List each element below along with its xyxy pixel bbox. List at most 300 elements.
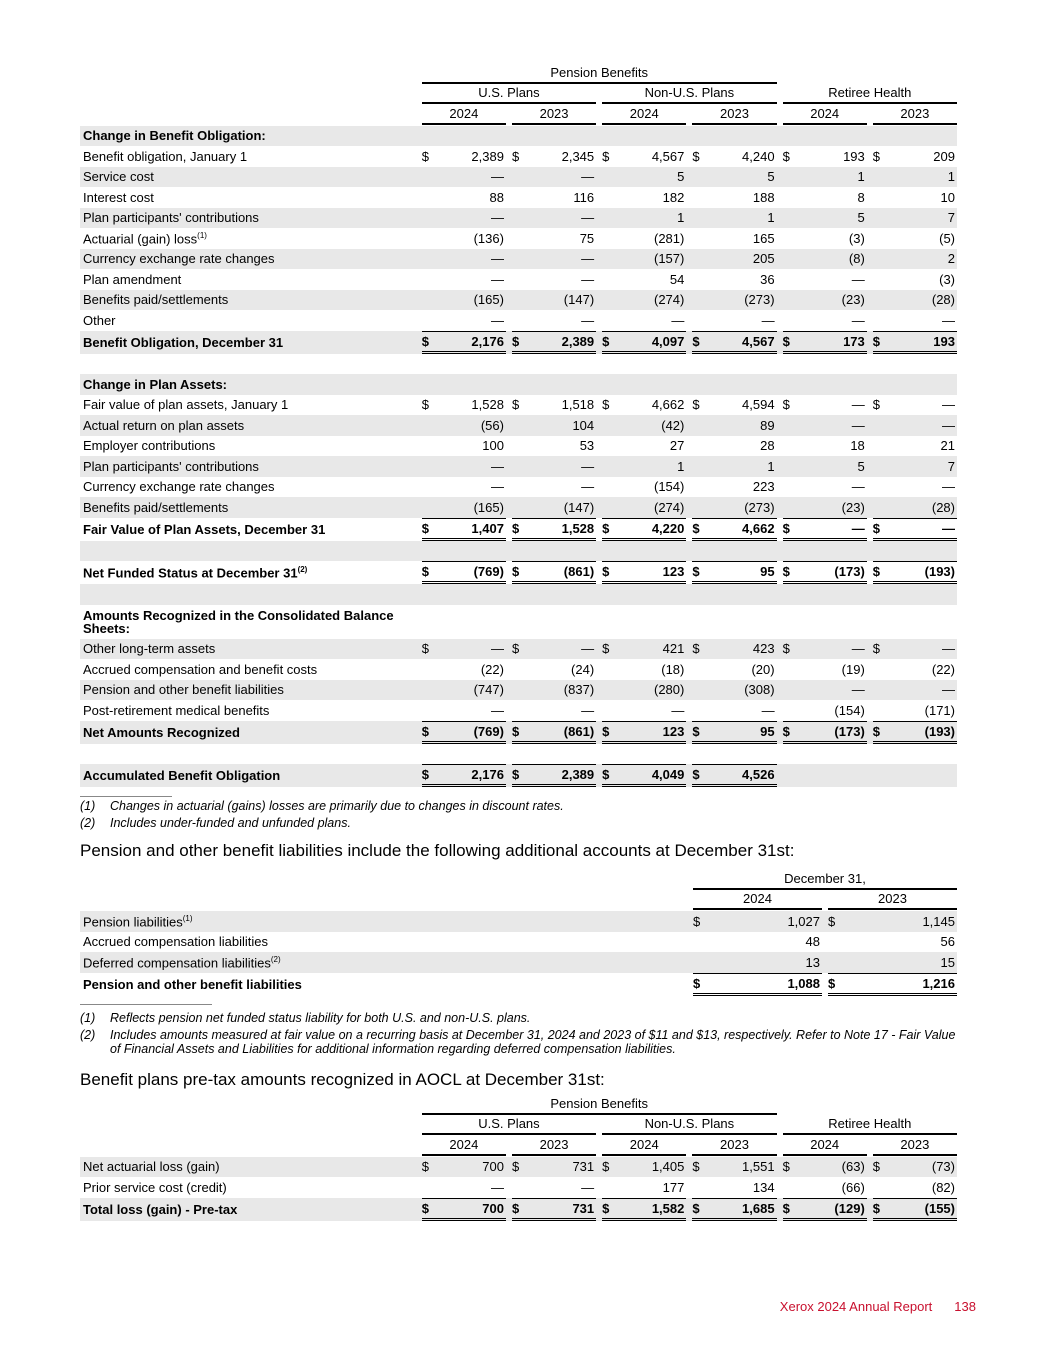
table-row	[80, 721, 957, 744]
blank-cell	[80, 1136, 416, 1157]
value: —	[942, 479, 955, 495]
dollar-sign: $	[693, 913, 701, 929]
dollar-sign: $	[782, 1200, 790, 1216]
value-box	[828, 973, 957, 996]
value-cell	[686, 354, 776, 375]
value: (280)	[654, 682, 685, 698]
dollar-sign: $	[872, 397, 881, 413]
value-box	[783, 660, 867, 679]
value: 4,049	[651, 767, 685, 782]
value-box	[873, 1198, 957, 1221]
value-cell	[506, 584, 596, 605]
footnote-divider	[80, 796, 172, 797]
row-label	[80, 1177, 416, 1198]
value-cell	[822, 932, 957, 953]
value-box	[873, 1178, 957, 1197]
dollar-sign: $	[782, 641, 790, 657]
value: (281)	[654, 230, 685, 246]
value-cell	[686, 764, 776, 787]
value-box	[602, 477, 686, 496]
row-label	[80, 952, 687, 973]
value-cell	[596, 700, 686, 721]
year-header	[777, 1136, 867, 1157]
value-cell	[596, 228, 686, 249]
table-row	[80, 331, 957, 354]
footnote	[80, 1011, 957, 1025]
dollar-sign: $	[692, 397, 700, 413]
value: —	[851, 479, 865, 495]
value-cell	[777, 456, 867, 477]
value-box	[692, 498, 776, 517]
value-cell	[416, 354, 506, 375]
value: —	[671, 312, 685, 328]
value-box	[422, 290, 506, 309]
value-box	[692, 660, 776, 679]
value-cell	[506, 1198, 596, 1221]
value: —	[490, 251, 504, 267]
value-cell	[867, 146, 957, 167]
value: —	[851, 417, 865, 433]
year-label: 2024	[693, 891, 822, 910]
value-cell	[506, 126, 596, 147]
dollar-sign: $	[511, 723, 520, 739]
value-cell	[867, 744, 957, 765]
blank-cell	[777, 64, 957, 85]
value: (56)	[480, 417, 504, 433]
row-label	[80, 249, 416, 270]
value-box	[422, 188, 506, 207]
value-box	[422, 457, 506, 476]
value: 4,220	[651, 520, 685, 536]
value: —	[581, 271, 595, 287]
value-box	[692, 561, 776, 584]
page-number: 138	[954, 1299, 976, 1314]
value-box	[422, 639, 506, 658]
value: 1	[767, 210, 775, 226]
value-box	[692, 290, 776, 309]
value: 2,176	[471, 767, 504, 782]
value-box	[873, 270, 957, 289]
value: (23)	[841, 292, 865, 308]
value-cell	[506, 167, 596, 188]
row-label	[80, 228, 416, 249]
year-row	[80, 105, 957, 126]
value-cell	[777, 415, 867, 436]
value: (147)	[563, 292, 595, 308]
value: 5	[857, 210, 865, 226]
value-cell	[867, 187, 957, 208]
value-box	[783, 477, 867, 496]
value-box	[602, 249, 686, 268]
value-box	[692, 639, 776, 658]
row-label	[80, 146, 416, 167]
value-cell	[777, 187, 867, 208]
dollar-sign: $	[782, 1159, 790, 1175]
value-box	[692, 1157, 776, 1176]
table-row	[80, 187, 957, 208]
value: —	[490, 271, 504, 287]
value-box	[873, 680, 957, 699]
value: 5	[677, 169, 685, 185]
year-label: 2024	[783, 106, 867, 125]
dollar-sign: $	[692, 148, 700, 164]
value-cell	[416, 561, 506, 584]
value-cell	[596, 187, 686, 208]
footnote	[80, 816, 957, 830]
footnote-number: (1)	[80, 1011, 96, 1025]
table-row	[80, 456, 957, 477]
value: 193	[843, 148, 865, 164]
value: (136)	[473, 230, 504, 246]
subgroup-label: Non-U.S. Plans	[602, 1116, 776, 1135]
value-cell	[506, 354, 596, 375]
value: —	[942, 312, 955, 328]
value: 1,582	[651, 1200, 685, 1216]
table-row	[80, 415, 957, 436]
subgroup-header	[416, 85, 596, 106]
value-cell	[686, 744, 776, 765]
spacer-row	[80, 541, 957, 562]
footnote-text: Changes in actuarial (gains) losses are primarily due to changes in discount rates.	[110, 799, 564, 813]
value: —	[581, 1179, 595, 1195]
row-label	[80, 584, 416, 605]
value-box	[873, 1157, 957, 1176]
value: —	[490, 312, 504, 328]
dollar-sign: $	[421, 1200, 429, 1216]
value-box	[693, 912, 822, 931]
value-cell	[596, 146, 686, 167]
year-row	[80, 1136, 957, 1157]
dollar-sign: $	[511, 641, 520, 657]
dollar-sign: $	[511, 767, 520, 782]
value-box	[692, 147, 776, 166]
value-box	[783, 147, 867, 166]
value-box	[512, 395, 596, 414]
value-cell	[686, 208, 776, 229]
value: (8)	[848, 251, 865, 267]
value-cell	[777, 374, 867, 395]
value: (22)	[931, 661, 955, 677]
row-label-text: Currency exchange rate changes	[83, 479, 275, 495]
value-cell	[416, 1177, 506, 1198]
value-box	[512, 331, 596, 354]
row-label-text: Benefits paid/settlements	[83, 499, 229, 515]
value-cell	[777, 436, 867, 457]
value-box	[422, 249, 506, 268]
value: (20)	[751, 661, 775, 677]
value-cell	[777, 228, 867, 249]
dollar-sign: $	[602, 564, 610, 579]
table-row	[80, 605, 957, 639]
value: (274)	[654, 292, 685, 308]
value-cell	[867, 249, 957, 270]
value-box	[783, 188, 867, 207]
value-box	[512, 311, 596, 330]
value: (273)	[744, 292, 775, 308]
value-box	[512, 660, 596, 679]
dollar-sign: $	[421, 767, 429, 782]
value-cell	[506, 395, 596, 416]
value-box	[602, 639, 686, 658]
table-row	[80, 436, 957, 457]
value-cell	[596, 249, 686, 270]
value-cell	[596, 477, 686, 498]
value-cell	[506, 208, 596, 229]
value: 4,662	[651, 397, 685, 413]
dollar-sign: $	[602, 397, 610, 413]
value-cell	[867, 764, 957, 787]
value: 731	[572, 1159, 595, 1175]
dollar-sign: $	[782, 520, 790, 536]
spacer-row	[80, 744, 957, 765]
year-header	[686, 1136, 776, 1157]
value: 7	[947, 210, 955, 226]
dollar-sign: $	[692, 564, 700, 579]
value: —	[490, 458, 504, 474]
value-box	[602, 1198, 686, 1221]
value: 2,389	[471, 148, 504, 164]
value-box	[512, 457, 596, 476]
value-cell	[867, 639, 957, 660]
value-cell	[777, 639, 867, 660]
value: —	[942, 417, 955, 433]
value-cell	[686, 541, 776, 562]
value-cell	[777, 208, 867, 229]
value-box	[873, 660, 957, 679]
row-label-text: Benefit Obligation, December 31	[83, 334, 284, 350]
dollar-sign: $	[602, 641, 610, 657]
value-box	[873, 229, 957, 248]
value: 1,685	[742, 1200, 775, 1216]
row-label	[80, 415, 416, 436]
value-box	[602, 416, 686, 435]
value-box	[783, 416, 867, 435]
value-box	[512, 188, 596, 207]
value-cell	[416, 331, 506, 354]
value-box	[512, 416, 596, 435]
value: 21	[940, 438, 955, 454]
value-box	[602, 436, 686, 455]
blank-cell	[80, 891, 687, 912]
value: (769)	[473, 564, 504, 579]
value-box	[692, 721, 776, 744]
value-box	[783, 331, 867, 354]
row-label	[80, 208, 416, 229]
row-label-text: Accumulated Benefit Obligation	[83, 768, 281, 783]
value: —	[581, 702, 595, 718]
value-box	[692, 208, 776, 227]
value-box	[783, 721, 867, 744]
value-box	[783, 436, 867, 455]
value: 89	[760, 417, 775, 433]
value-box	[422, 395, 506, 414]
value-box	[512, 1157, 596, 1176]
footnote-ref: (1)	[182, 913, 193, 923]
year-header	[686, 105, 776, 126]
value-cell	[416, 208, 506, 229]
value-cell	[596, 1198, 686, 1221]
value-cell	[867, 561, 957, 584]
value-box	[783, 561, 867, 584]
dollar-sign: $	[602, 723, 610, 739]
value-box	[873, 498, 957, 517]
value: (5)	[939, 230, 955, 246]
subgroup-label: U.S. Plans	[422, 1116, 596, 1135]
value-cell	[596, 584, 686, 605]
blank-cell	[80, 85, 416, 106]
value-cell	[416, 477, 506, 498]
group-header-label: Pension Benefits	[422, 65, 777, 84]
value-cell	[777, 395, 867, 416]
value-cell	[416, 310, 506, 331]
dollar-sign: $	[872, 1159, 881, 1175]
value-cell	[596, 310, 686, 331]
value-box	[602, 518, 686, 541]
table-row	[80, 126, 957, 147]
value-box	[512, 208, 596, 227]
row-label	[80, 911, 687, 932]
value: 1,216	[922, 975, 955, 991]
value-box	[783, 680, 867, 699]
footnote-ref: (1)	[197, 230, 207, 240]
dollar-sign: $	[511, 397, 520, 413]
value-cell	[506, 331, 596, 354]
row-label-text: Net Amounts Recognized	[83, 724, 240, 740]
value-cell	[687, 932, 822, 953]
value: (155)	[924, 1200, 955, 1216]
row-label	[80, 541, 416, 562]
year-label: 2023	[692, 1137, 776, 1156]
value-cell	[686, 331, 776, 354]
value-box	[783, 701, 867, 720]
row-label	[80, 605, 416, 639]
value-box	[602, 311, 686, 330]
value-cell	[416, 167, 506, 188]
benefit-liabilities-table	[80, 870, 957, 996]
value-cell	[596, 456, 686, 477]
value-cell	[686, 721, 776, 744]
value-cell	[686, 497, 776, 518]
value-cell	[506, 290, 596, 311]
value-cell	[596, 518, 686, 541]
table-row	[80, 310, 957, 331]
row-label-text: Pension liabilities	[83, 913, 183, 929]
value-box	[512, 721, 596, 744]
value: 188	[752, 189, 775, 205]
value: 1,027	[787, 913, 820, 929]
value-box	[692, 518, 776, 541]
value-cell	[416, 680, 506, 701]
table-row	[80, 249, 957, 270]
value: —	[942, 682, 955, 698]
row-label	[80, 721, 416, 744]
value-box	[783, 518, 867, 541]
value-box	[512, 680, 596, 699]
value-cell	[867, 269, 957, 290]
value-cell	[867, 395, 957, 416]
value: —	[581, 479, 595, 495]
value-cell	[777, 146, 867, 167]
value-cell	[416, 228, 506, 249]
value-cell	[777, 497, 867, 518]
value-cell	[867, 700, 957, 721]
row-label	[80, 354, 416, 375]
blank-cell	[80, 1116, 416, 1137]
value-cell	[596, 415, 686, 436]
value-cell	[867, 605, 957, 639]
row-label	[80, 331, 416, 354]
row-label	[80, 290, 416, 311]
year-header	[416, 1136, 506, 1157]
row-label	[80, 187, 416, 208]
value-cell	[687, 973, 822, 996]
value: 173	[843, 333, 865, 349]
row-label-text: Other long-term assets	[83, 641, 216, 657]
row-label	[80, 680, 416, 701]
subgroup-header	[596, 1116, 776, 1137]
row-label	[80, 973, 687, 996]
value-box	[693, 932, 822, 951]
value-cell	[596, 680, 686, 701]
value-cell	[416, 639, 506, 660]
value-cell	[416, 456, 506, 477]
value-box	[602, 1157, 686, 1176]
header-row	[80, 64, 957, 85]
value-box	[602, 680, 686, 699]
value-cell	[777, 331, 867, 354]
dollar-sign: $	[782, 397, 790, 413]
value: (193)	[924, 564, 955, 579]
value: 700	[482, 1200, 504, 1216]
value-box	[828, 953, 957, 972]
value-cell	[777, 744, 867, 765]
value: —	[942, 641, 955, 657]
value-cell	[777, 700, 867, 721]
row-label-text: Accrued compensation liabilities	[83, 934, 268, 950]
value-cell	[822, 911, 957, 932]
row-label-text: Net actuarial loss (gain)	[83, 1159, 220, 1175]
value-cell	[777, 584, 867, 605]
value-cell	[596, 374, 686, 395]
row-label	[80, 395, 416, 416]
value-cell	[686, 1177, 776, 1198]
row-label-text: Fair Value of Plan Assets, December 31	[83, 521, 326, 537]
value-cell	[416, 764, 506, 787]
year-header	[777, 105, 867, 126]
table-row	[80, 228, 957, 249]
spacer-row	[80, 354, 957, 375]
row-label-text: Fair value of plan assets, January 1	[83, 397, 289, 413]
value: (193)	[924, 723, 955, 739]
footnote-number: (2)	[80, 816, 96, 830]
value-box	[873, 721, 957, 744]
value: 1	[767, 458, 775, 474]
row-label	[80, 1157, 416, 1178]
value: 423	[752, 641, 775, 657]
value-box	[783, 208, 867, 227]
dollar-sign: $	[692, 1200, 700, 1216]
value-box	[692, 1198, 776, 1221]
value: 28	[760, 438, 775, 454]
row-label-text: Actuarial (gain) loss	[83, 230, 198, 246]
value-cell	[777, 721, 867, 744]
row-label	[80, 310, 416, 331]
value-cell	[686, 167, 776, 188]
value-box	[422, 498, 506, 517]
value-cell	[506, 700, 596, 721]
row-label-text: Currency exchange rate changes	[83, 251, 275, 267]
table-row	[80, 208, 957, 229]
